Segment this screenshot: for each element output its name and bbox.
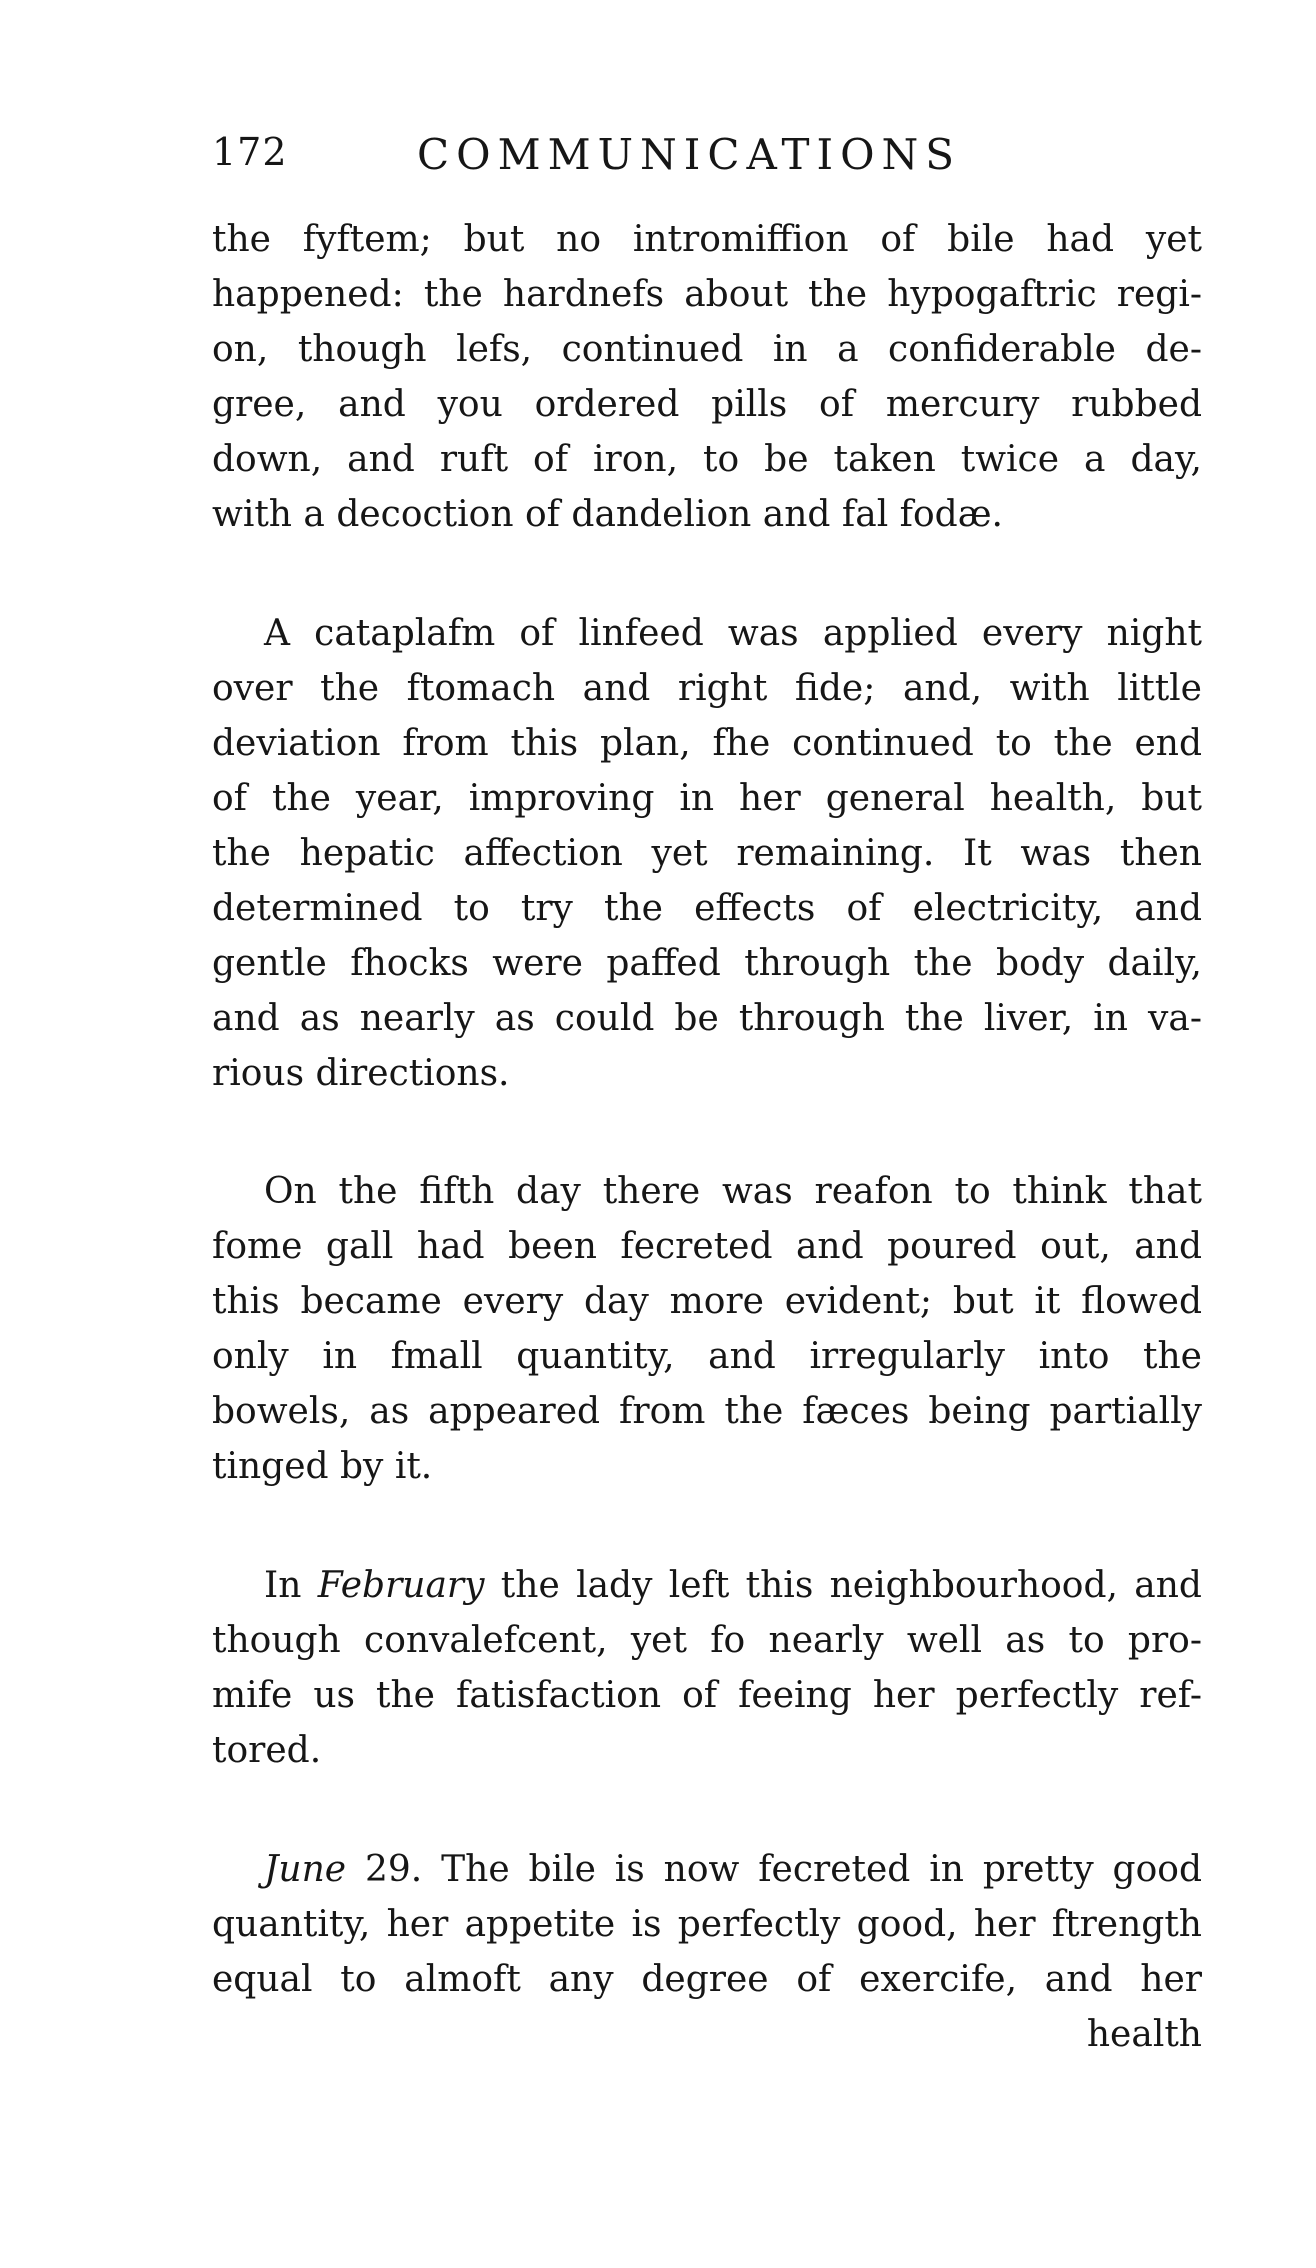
text-line: on, though lefs, continued in a confiderable de-: [212, 329, 1202, 370]
text-line: quantity, her appetite is perfectly good, her ftrength: [212, 1904, 1202, 1945]
running-head: [212, 130, 1032, 190]
text-line: A cataplafm of linfeed was applied every night: [264, 613, 1202, 654]
text-line: and as nearly as could be through the liver, in va-: [212, 998, 1202, 1039]
text-line: On the fifth day there was reafon to think that: [264, 1171, 1202, 1212]
text-line: the hepatic affection yet remaining. It was then: [212, 833, 1202, 874]
text-line: rious directions.: [212, 1053, 510, 1094]
text-line: determined to try the effects of electricity, and: [212, 888, 1202, 929]
text-line: gree, and you ordered pills of mercury rubbed: [212, 384, 1202, 425]
text-line: over the ftomach and right fide; and, with little: [212, 668, 1202, 709]
text-line: tored.: [212, 1730, 322, 1771]
text-line: tinged by it.: [212, 1446, 433, 1487]
text-line: equal to almoft any degree of exercife, and her: [212, 1959, 1202, 2000]
paragraph-1: [212, 212, 1202, 542]
paragraph-2: [212, 606, 1202, 1101]
date-label: June: [264, 1849, 347, 1890]
text-span: In: [264, 1565, 302, 1606]
text-line: [212, 1558, 1202, 1613]
text-span: 29. The bile is now fecreted in pretty good: [365, 1849, 1202, 1890]
paragraph-3: [212, 1164, 1202, 1494]
text-line: deviation from this plan, fhe continued to the end: [212, 723, 1202, 764]
text-line: [212, 1842, 1202, 1897]
text-line: happened: the hardnefs about the hypogaftric regi-: [212, 274, 1202, 315]
text-line: the fyftem; but no intromiffion of bile had yet: [212, 219, 1202, 260]
paragraph-5: [212, 1842, 1202, 2062]
text-line: fome gall had been fecreted and poured out, and: [212, 1226, 1202, 1267]
text-line: with a decoction of dandelion and fal fodæ.: [212, 494, 1003, 535]
text-line: mife us the fatisfaction of feeing her perfectly ref-: [212, 1675, 1202, 1716]
running-title: COMMUNICATIONS: [417, 130, 962, 179]
text-line: down, and ruft of iron, to be taken twice a day,: [212, 439, 1202, 480]
month-name: February: [317, 1565, 485, 1606]
text-line: gentle fhocks were paffed through the body daily,: [212, 943, 1202, 984]
text-span: the lady left this neighbourhood, and: [500, 1565, 1202, 1606]
text-line: bowels, as appeared from the fæces being partially: [212, 1391, 1202, 1432]
text-line: of the year, improving in her general health, but: [212, 778, 1202, 819]
page-number: 172: [212, 130, 288, 174]
text-line: though convalefcent, yet fo nearly well as to pro-: [212, 1620, 1202, 1661]
paragraph-4: [212, 1558, 1202, 1778]
catchword: health: [1086, 2014, 1202, 2055]
text-line: only in fmall quantity, and irregularly into the: [212, 1336, 1202, 1377]
text-line: this became every day more evident; but it flowed: [212, 1281, 1202, 1322]
